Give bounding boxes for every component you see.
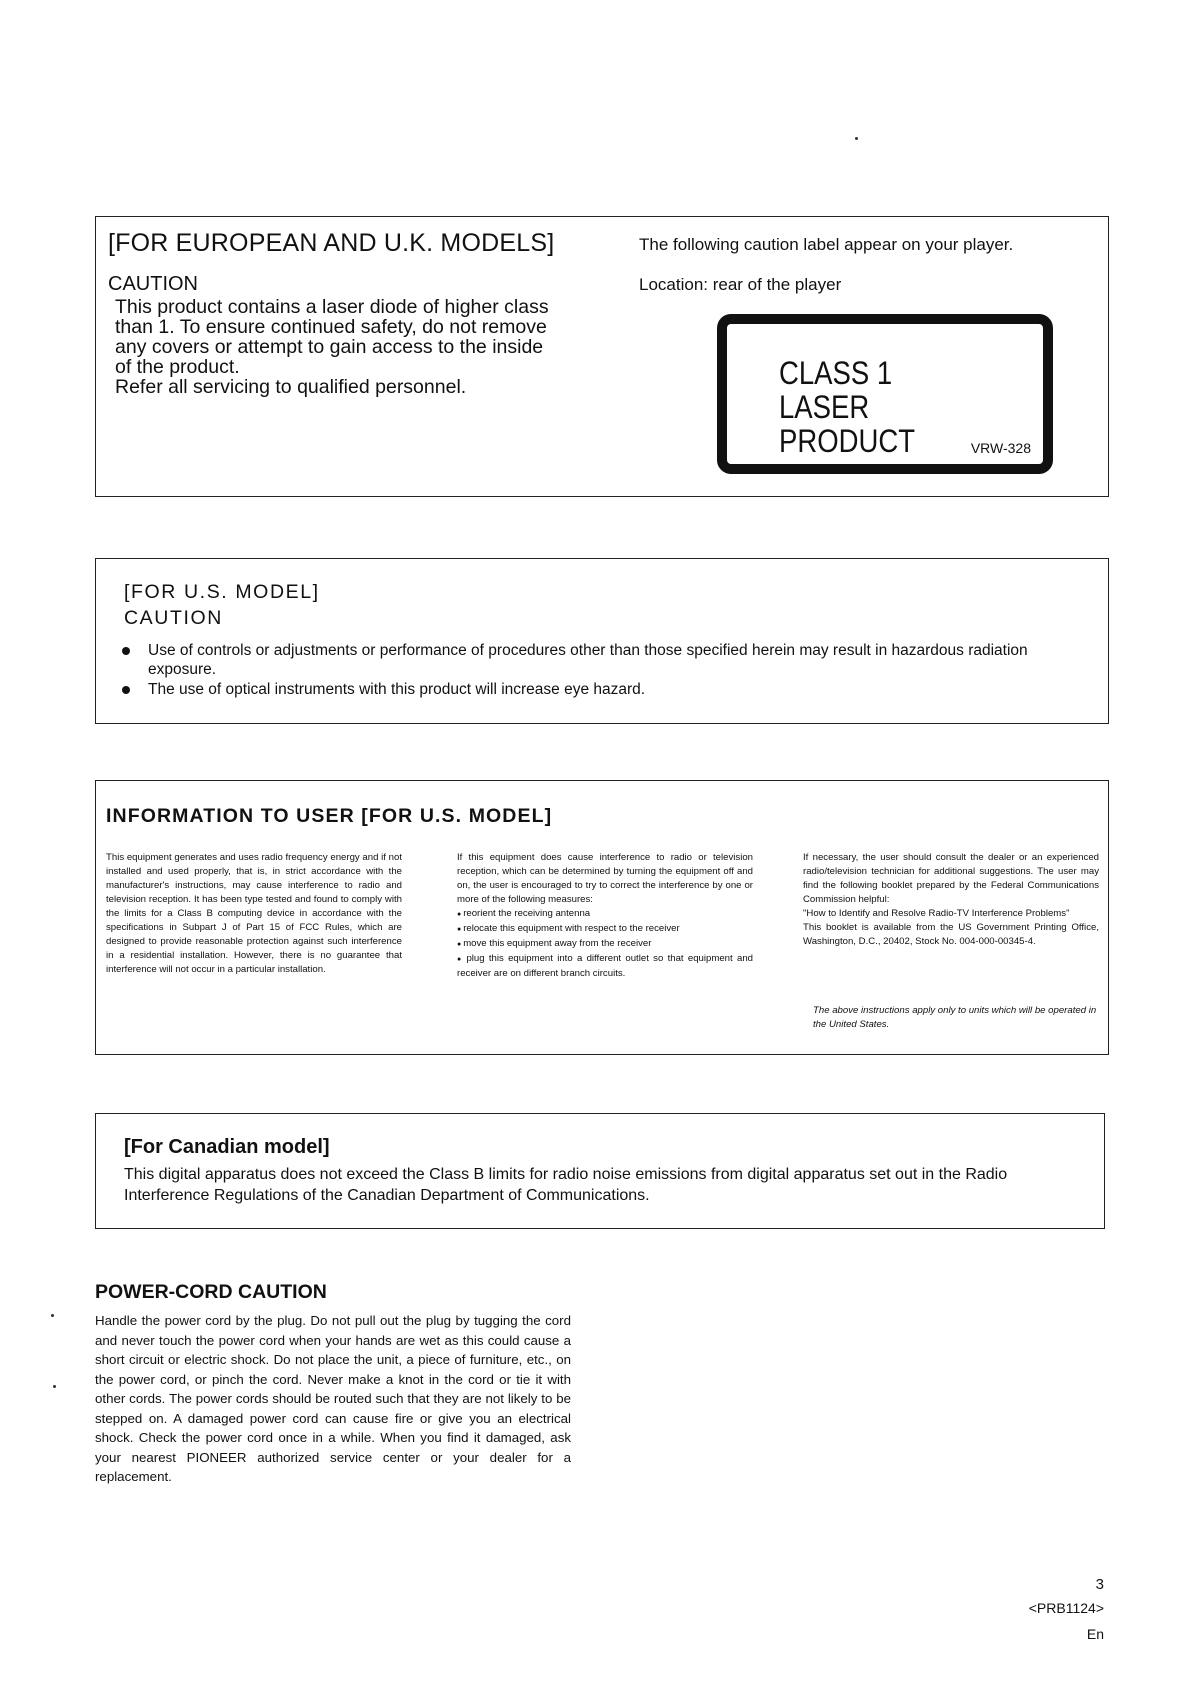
power-cord-body: Handle the power cord by the plug. Do not pull out the plug by tugging the cord and never touch the power cord when your hands are wet as this could cause a short circuit or electric shock. Do not place the unit, a piece of furniture, etc., on the power cord, or pinch the cord. Never make a knot in the cord or tie it with other cords. The power cords should be routed such that they are not likely to be stepped on. A damaged power cord can cause fire or give you an electrical shock. Check the power cord once in a while. When you find it damaged, ask your nearest PIONEER authorized service center or your dealer for a replacement. (95, 1313, 571, 1484)
label-location: Location: rear of the player (639, 275, 842, 294)
us-caution-box (95, 558, 1109, 724)
list-item: ● relocate this equipment with respect to the receiver (457, 922, 753, 937)
eu-uk-caution-box (95, 216, 1109, 497)
fcc-information-box (95, 780, 1109, 1055)
list-item: ● reorient the receiving antenna (457, 907, 753, 922)
laser-class-label (717, 314, 1053, 474)
eu-caution-label: CAUTION (108, 273, 198, 295)
info-us-note: The above instructions apply only to units which will be operated in the United States. (813, 1005, 1097, 1030)
us-caution-label: CAUTION (124, 607, 223, 629)
eu-body-line: of the product. (115, 356, 240, 378)
info-column-3 (803, 851, 1099, 949)
info-col1-text: This equipment generates and uses radio frequency energy and if not installed and used properly, that is, in strict accordance with the manufacturer's instructions, may cause interference to radio and television reception. It has been type tested and found to comply with the limits for a Class B computing device in accordance with the specifications in Subpart J of Part 15 of FCC Rules, which are designed to provide reasonable protection against such interference in a residential installation. However, there is no guarantee that interference will not occur in a particular installation. (106, 852, 402, 975)
scan-speck (855, 137, 858, 140)
info-col3-p2: "How to Identify and Resolve Radio-TV Interference Problems" (803, 908, 1070, 919)
info-col3-p3: This booklet is available from the US Government Printing Office, Washington, D.C., 20402, Stock No. 004-000-00345-4. (803, 922, 1099, 947)
document-code: <PRB1124> (1028, 1600, 1104, 1616)
eu-heading: [FOR EUROPEAN AND U.K. MODELS] (108, 229, 555, 257)
page-number: 3 (1095, 1576, 1104, 1593)
language-code: En (1086, 1626, 1104, 1642)
us-heading: [FOR U.S. MODEL] (124, 581, 320, 603)
scan-speck (53, 1385, 56, 1388)
eu-caution-body (115, 297, 585, 397)
info-col2-intro: If this equipment does cause interference to radio or television reception, which can be determined by turning the equipment off and on, the user is encouraged to try to correct the interference by one or more of the following measures: (457, 852, 753, 905)
laser-label-line2: LASER PRODUCT (779, 389, 916, 459)
eu-body-line: Refer all servicing to qualified personnel. (115, 376, 467, 398)
list-item: Use of controls or adjustments or performance of procedures other than those specified herein may result in hazardous radiation exposure. (121, 641, 1081, 679)
laser-label-line1: CLASS 1 (779, 355, 893, 391)
us-caution-list (121, 641, 1081, 700)
canada-body: This digital apparatus does not exceed the Class B limits for radio noise emissions from digital apparatus set out in the Radio Interference Regulations of the Canadian Department of Communications. (124, 1166, 1008, 1204)
eu-body-line: than 1. To ensure continued safety, do not remove (115, 316, 547, 338)
info-col3-p1: If necessary, the user should consult the dealer or an experienced radio/television technician for additional suggestions. The user may find the following booklet prepared by the Federal Communications Commission helpful: (803, 852, 1099, 905)
info-column-1 (106, 851, 402, 977)
canadian-model-box (95, 1113, 1105, 1229)
canada-heading: [For Canadian model] (124, 1136, 330, 1158)
power-cord-heading: POWER-CORD CAUTION (95, 1281, 327, 1303)
scan-speck (51, 1314, 54, 1317)
list-item: The use of optical instruments with this product will increase eye hazard. (121, 680, 1081, 699)
list-item: ● plug this equipment into a different outlet so that equipment and receiver are on different branch circuits. (457, 952, 753, 981)
eu-body-line: any covers or attempt to gain access to the inside (115, 336, 544, 358)
laser-label-code: VRW-328 (970, 440, 1031, 456)
info-heading: INFORMATION TO USER [FOR U.S. MODEL] (106, 805, 553, 827)
info-column-2 (457, 851, 753, 981)
label-intro: The following caution label appear on your player. (639, 235, 1014, 254)
list-item: ● move this equipment away from the receiver (457, 937, 753, 952)
eu-body-line: This product contains a laser diode of higher class (115, 296, 549, 318)
